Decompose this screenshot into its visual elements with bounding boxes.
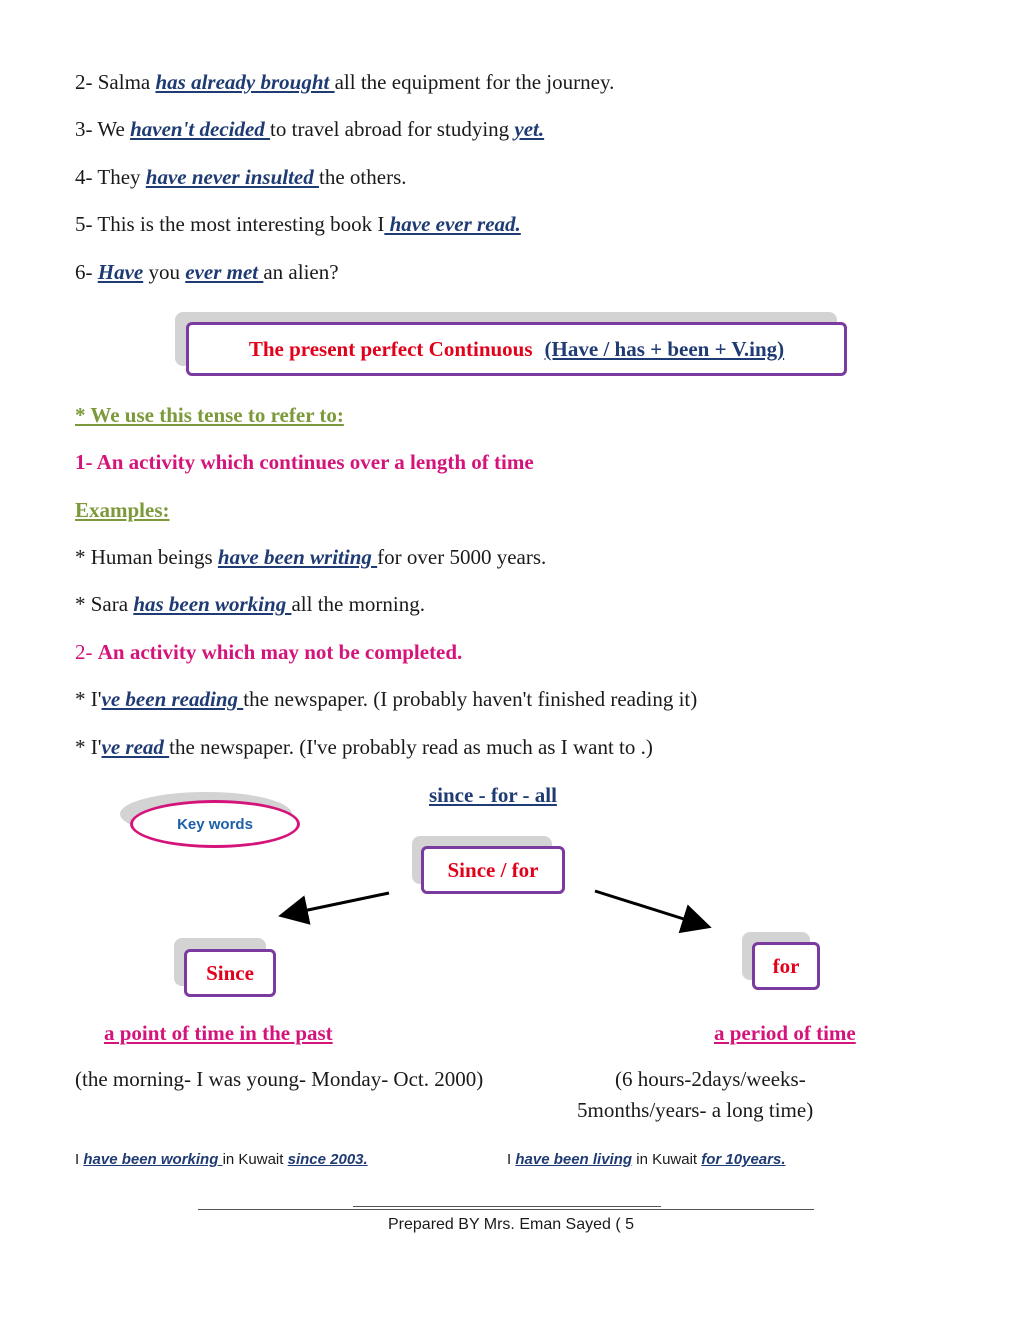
sentence-text: * I' [75,687,102,711]
since-examples: (the morning- I was young- Monday- Oct. 2000) [75,1067,484,1091]
arrow-right [595,891,706,926]
sentence-text: I [75,1151,84,1168]
keywords-title: since - for - all [429,783,557,807]
sentence-text: all the morning. [291,592,426,616]
highlighted-verb: ve been reading [101,687,244,711]
highlighted-verb: Have [97,260,144,284]
highlighted-verb: have never insulted [145,165,320,189]
highlighted-verb: have been working [83,1151,223,1168]
sentence-text: you [143,260,186,284]
for-examples-line-2: 5months/years- a long time) [577,1098,814,1122]
highlighted-verb: haven't decided [130,117,271,141]
for-label: for [772,953,800,978]
tense-formula: (Have / has + been + V.ing) [544,336,785,361]
highlighted-word: for 10years. [701,1151,786,1168]
since-example-sentence [75,1151,368,1168]
sentence-text: for over 5000 years. [377,545,547,569]
highlighted-word: yet. [514,117,545,141]
sentence-text: all the equipment for the journey. [334,70,615,94]
arrow-left [284,893,389,915]
highlighted-verb: have been writing [217,545,378,569]
sentence-text: 4- They [75,165,146,189]
since-for-label: Since / for [447,857,539,882]
highlighted-verb: ve read [101,735,170,759]
keywords-label: Key words [177,815,253,833]
since-description: a point of time in the past [104,1021,333,1045]
sentence-text: in Kuwait [222,1151,288,1168]
highlighted-verb: has been working [133,592,292,616]
use-point-1: 1- An activity which continues over a length of time [75,450,534,474]
highlighted-word: ever met [185,260,264,284]
for-examples-line-1: (6 hours-2days/weeks- [615,1067,806,1091]
sentence-text: the newspaper. (I probably haven't finished reading it) [243,687,698,711]
highlighted-verb: has already brought [155,70,335,94]
use-heading: * We use this tense to refer to: [75,403,344,427]
for-box [752,942,820,990]
sentence-text: to travel abroad for studying [270,117,515,141]
footer-text: Prepared BY Mrs. Eman Sayed ( 5 [388,1216,635,1233]
sentence-text: * I' [75,735,102,759]
highlighted-verb: have ever read. [384,212,521,236]
footer-divider-short [353,1206,661,1207]
for-description: a period of time [714,1021,856,1045]
sentence-text: an alien? [263,260,339,284]
sentence-text: 2- Salma [75,70,156,94]
point-text: An activity which may not be completed. [97,640,463,664]
sentence-text: I [507,1151,516,1168]
since-box [184,949,276,997]
tense-title: The present perfect Continuous [248,336,533,361]
sentence-text: 6- [75,260,98,284]
highlighted-verb: have been living [515,1151,633,1168]
examples-heading: Examples: [75,498,170,522]
sentence-text: * Sara [75,592,134,616]
for-example-sentence [507,1151,786,1168]
point-number: 2- [75,640,98,664]
sentence-text: the others. [319,165,407,189]
sentence-text: * Human beings [75,545,218,569]
sentence-text: 3- We [75,117,131,141]
sentence-text: in Kuwait [632,1151,702,1168]
sentence-text: 5- This is the most interesting book I [75,212,385,236]
footer-divider [198,1209,814,1210]
since-label: Since [206,960,254,985]
sentence-text: the newspaper. (I've probably read as much as I want to .) [169,735,653,759]
highlighted-word: since 2003. [287,1151,368,1168]
